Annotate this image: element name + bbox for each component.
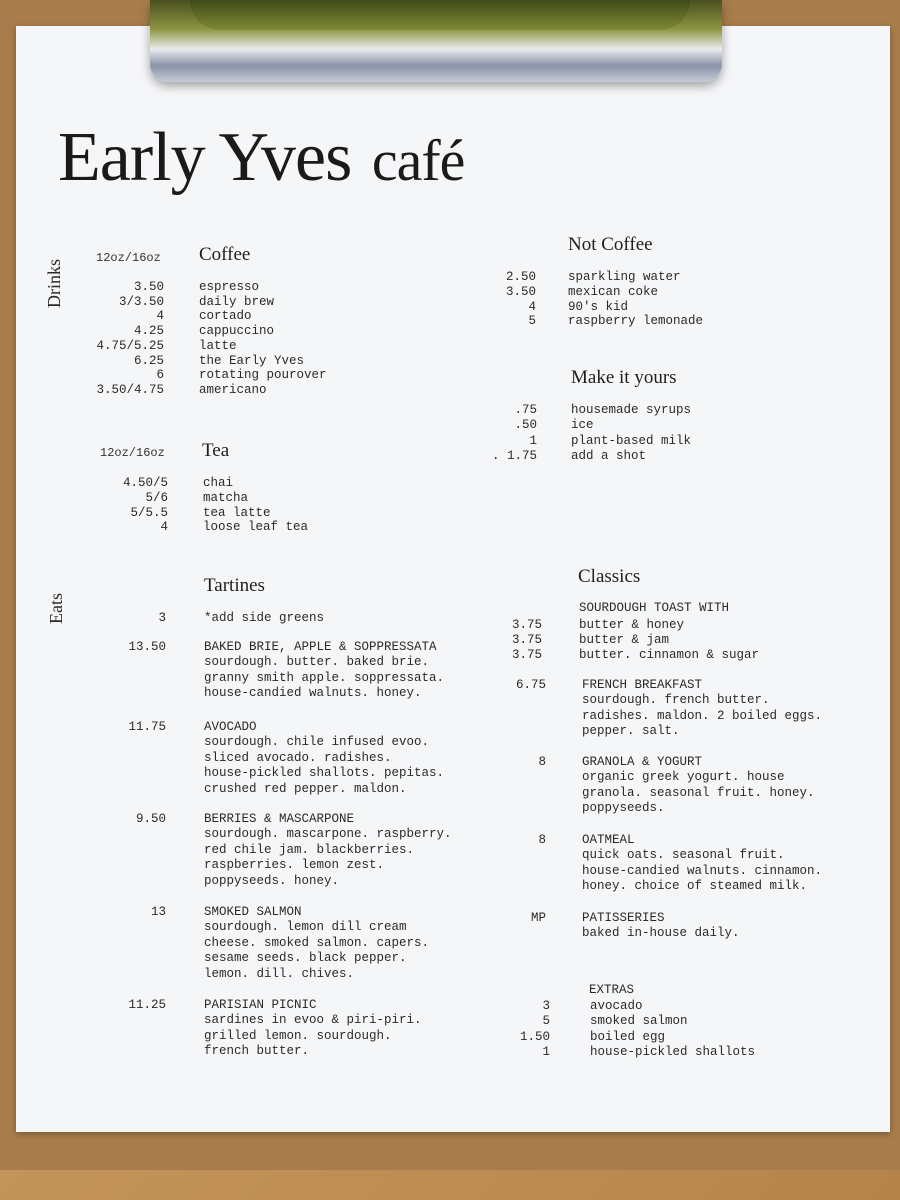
item-name: butter. cinnamon & sugar	[579, 648, 760, 663]
tea-sizes: 12oz/16oz	[100, 446, 165, 460]
item-name: plant-based milk	[571, 433, 692, 448]
item-price: 4	[156, 309, 164, 324]
item-name: rotating pourover	[199, 368, 327, 383]
not-coffee-title: Not Coffee	[568, 234, 653, 255]
item-price: . 1.75	[491, 448, 537, 463]
dish-description-line: honey. choice of steamed milk.	[582, 879, 808, 894]
dish-description-line: crushed red pepper. maldon.	[204, 781, 407, 796]
dish-description-line: granny smith apple. soppressata.	[204, 670, 445, 685]
dish-description-line: house-pickled shallots. pepitas.	[204, 766, 445, 781]
dish-description-line: sardines in evoo & piri-piri.	[204, 1013, 422, 1028]
dish-price: 8	[538, 755, 546, 769]
item-price: 4.50/5	[122, 476, 168, 490]
item-price: .50	[514, 418, 537, 433]
item-price: 6	[156, 368, 164, 383]
item-price: 6.25	[133, 353, 164, 368]
dish-description-line: pepper. salt.	[582, 724, 680, 739]
item-name: smoked salmon	[590, 1014, 688, 1029]
eats-label: Eats	[46, 593, 66, 624]
dish-description-line: organic greek yogurt. house	[582, 770, 785, 785]
dish-price: 8	[538, 833, 546, 847]
title-sub: café	[371, 128, 465, 193]
item-price: 4.25	[133, 324, 164, 339]
dish-name: GRANOLA & YOGURT	[582, 755, 703, 769]
dish-description-line: granola. seasonal fruit. honey.	[582, 785, 815, 800]
dish-description-line: radishes. maldon. 2 boiled eggs.	[582, 708, 823, 723]
dish-description-line: house-candied walnuts. honey.	[204, 686, 422, 701]
item-name: raspberry lemonade	[568, 314, 704, 329]
coffee-title: Coffee	[199, 244, 251, 265]
item-name: espresso	[199, 280, 260, 294]
dish-name: PARISIAN PICNIC	[204, 998, 317, 1012]
item-price: 1	[542, 1045, 550, 1060]
item-price: 5	[542, 1014, 550, 1029]
drinks-label: Drinks	[44, 259, 64, 308]
item-price: 5/5.5	[130, 505, 168, 520]
item-price: 3.50	[133, 280, 164, 294]
item-name: sparkling water	[568, 270, 681, 284]
dish-description-line: poppyseeds. honey.	[204, 873, 340, 888]
item-price: 1	[529, 433, 537, 448]
tea-title: Tea	[202, 440, 230, 461]
dish-price: MP	[530, 911, 546, 925]
coffee-sizes: 12oz/16oz	[96, 251, 161, 265]
dish-description-line: grilled lemon. sourdough.	[204, 1028, 392, 1043]
dish-name: SMOKED SALMON	[204, 905, 302, 919]
item-name: 90's kid	[568, 299, 629, 314]
item-price: 5/6	[145, 490, 168, 505]
item-name: chai	[203, 476, 234, 490]
item-price: 3.75	[511, 633, 542, 648]
dish-description-line: cheese. smoked salmon. capers.	[204, 935, 430, 950]
item-name: ice	[571, 418, 594, 433]
item-name: matcha	[203, 490, 249, 505]
dish-description-line: red chile jam. blackberries.	[204, 842, 415, 857]
item-price: 2.50	[505, 270, 536, 284]
item-name: housemade syrups	[571, 403, 692, 417]
dish-price: 13	[150, 905, 166, 919]
item-price: 3.50/4.75	[96, 382, 164, 397]
dish-price: 11.25	[128, 998, 166, 1012]
item-price: 3/3.50	[118, 294, 164, 309]
dish-description-line: lemon. dill. chives.	[204, 966, 355, 981]
item-name: cortado	[199, 309, 252, 324]
item-price: 5	[528, 314, 536, 329]
item-price: .75	[514, 403, 537, 417]
item-name: butter & honey	[579, 618, 685, 632]
item-name: latte	[199, 338, 237, 353]
item-price: 3.75	[511, 648, 542, 663]
title-main: Early Yves	[58, 119, 352, 196]
dish-name: AVOCADO	[204, 720, 257, 734]
dish-description-line: sourdough. lemon dill cream	[204, 920, 407, 935]
dish-description-line: french butter.	[204, 1044, 310, 1059]
item-price: 4.75/5.25	[96, 338, 164, 353]
item-price: 4	[160, 520, 168, 535]
item-name: butter & jam	[579, 633, 670, 648]
item-name: avocado	[590, 999, 643, 1013]
dish-description-line: sesame seeds. black pepper.	[204, 951, 407, 966]
item-name: daily brew	[199, 294, 275, 309]
dish-description-line: sourdough. chile infused evoo.	[204, 735, 430, 750]
dish-name: PATISSERIES	[582, 911, 665, 925]
menu-paper	[16, 26, 890, 1132]
dish-description-line: baked in-house daily.	[582, 926, 740, 941]
tartines-title: Tartines	[204, 575, 265, 596]
dish-name: BERRIES & MASCARPONE	[204, 812, 355, 826]
item-price: 3.75	[511, 618, 542, 632]
item-name: mexican coke	[568, 284, 659, 299]
dish-name: OATMEAL	[582, 833, 635, 847]
item-name: loose leaf tea	[203, 520, 309, 535]
item-price: 3.50	[505, 284, 536, 299]
dish-description-line: sourdough. mascarpone. raspberry.	[204, 827, 452, 842]
dish-description-line: sourdough. french butter.	[582, 693, 770, 708]
dish-description-line: quick oats. seasonal fruit.	[582, 848, 785, 863]
item-price: 4	[528, 299, 536, 314]
dish-description-line: sliced avocado. radishes.	[204, 750, 392, 765]
item-name: house-pickled shallots	[590, 1045, 756, 1060]
item-name: boiled egg	[590, 1029, 666, 1044]
item-name: americano	[199, 382, 267, 397]
dish-price: 13.50	[128, 640, 166, 654]
clip-shadow	[190, 0, 690, 30]
item-price: 1.50	[519, 1029, 550, 1044]
item-name: cappuccino	[199, 324, 275, 339]
dish-name: FRENCH BREAKFAST	[582, 678, 703, 692]
item-price: 3	[158, 611, 166, 625]
dish-description-line: sourdough. butter. baked brie.	[204, 655, 430, 670]
toast-heading: SOURDOUGH TOAST WITH	[579, 601, 730, 615]
dish-description-line: house-candied walnuts. cinnamon.	[582, 863, 823, 878]
cafe-title	[58, 118, 464, 198]
dish-description-line: poppyseeds.	[582, 801, 665, 816]
dish-price: 9.50	[135, 812, 166, 826]
dish-description-line: raspberries. lemon zest.	[204, 858, 385, 873]
dish-price: 6.75	[515, 678, 546, 692]
dish-name: BAKED BRIE, APPLE & SOPPRESSATA	[204, 640, 437, 654]
extras-heading: EXTRAS	[589, 983, 635, 997]
classics-title: Classics	[578, 566, 641, 587]
item-name: *add side greens	[204, 611, 325, 625]
item-name: tea latte	[203, 505, 271, 520]
make-it-yours-title: Make it yours	[571, 367, 677, 388]
item-name: the Early Yves	[199, 353, 305, 368]
item-price: 3	[542, 999, 550, 1013]
item-name: add a shot	[571, 448, 647, 463]
dish-price: 11.75	[128, 720, 166, 734]
